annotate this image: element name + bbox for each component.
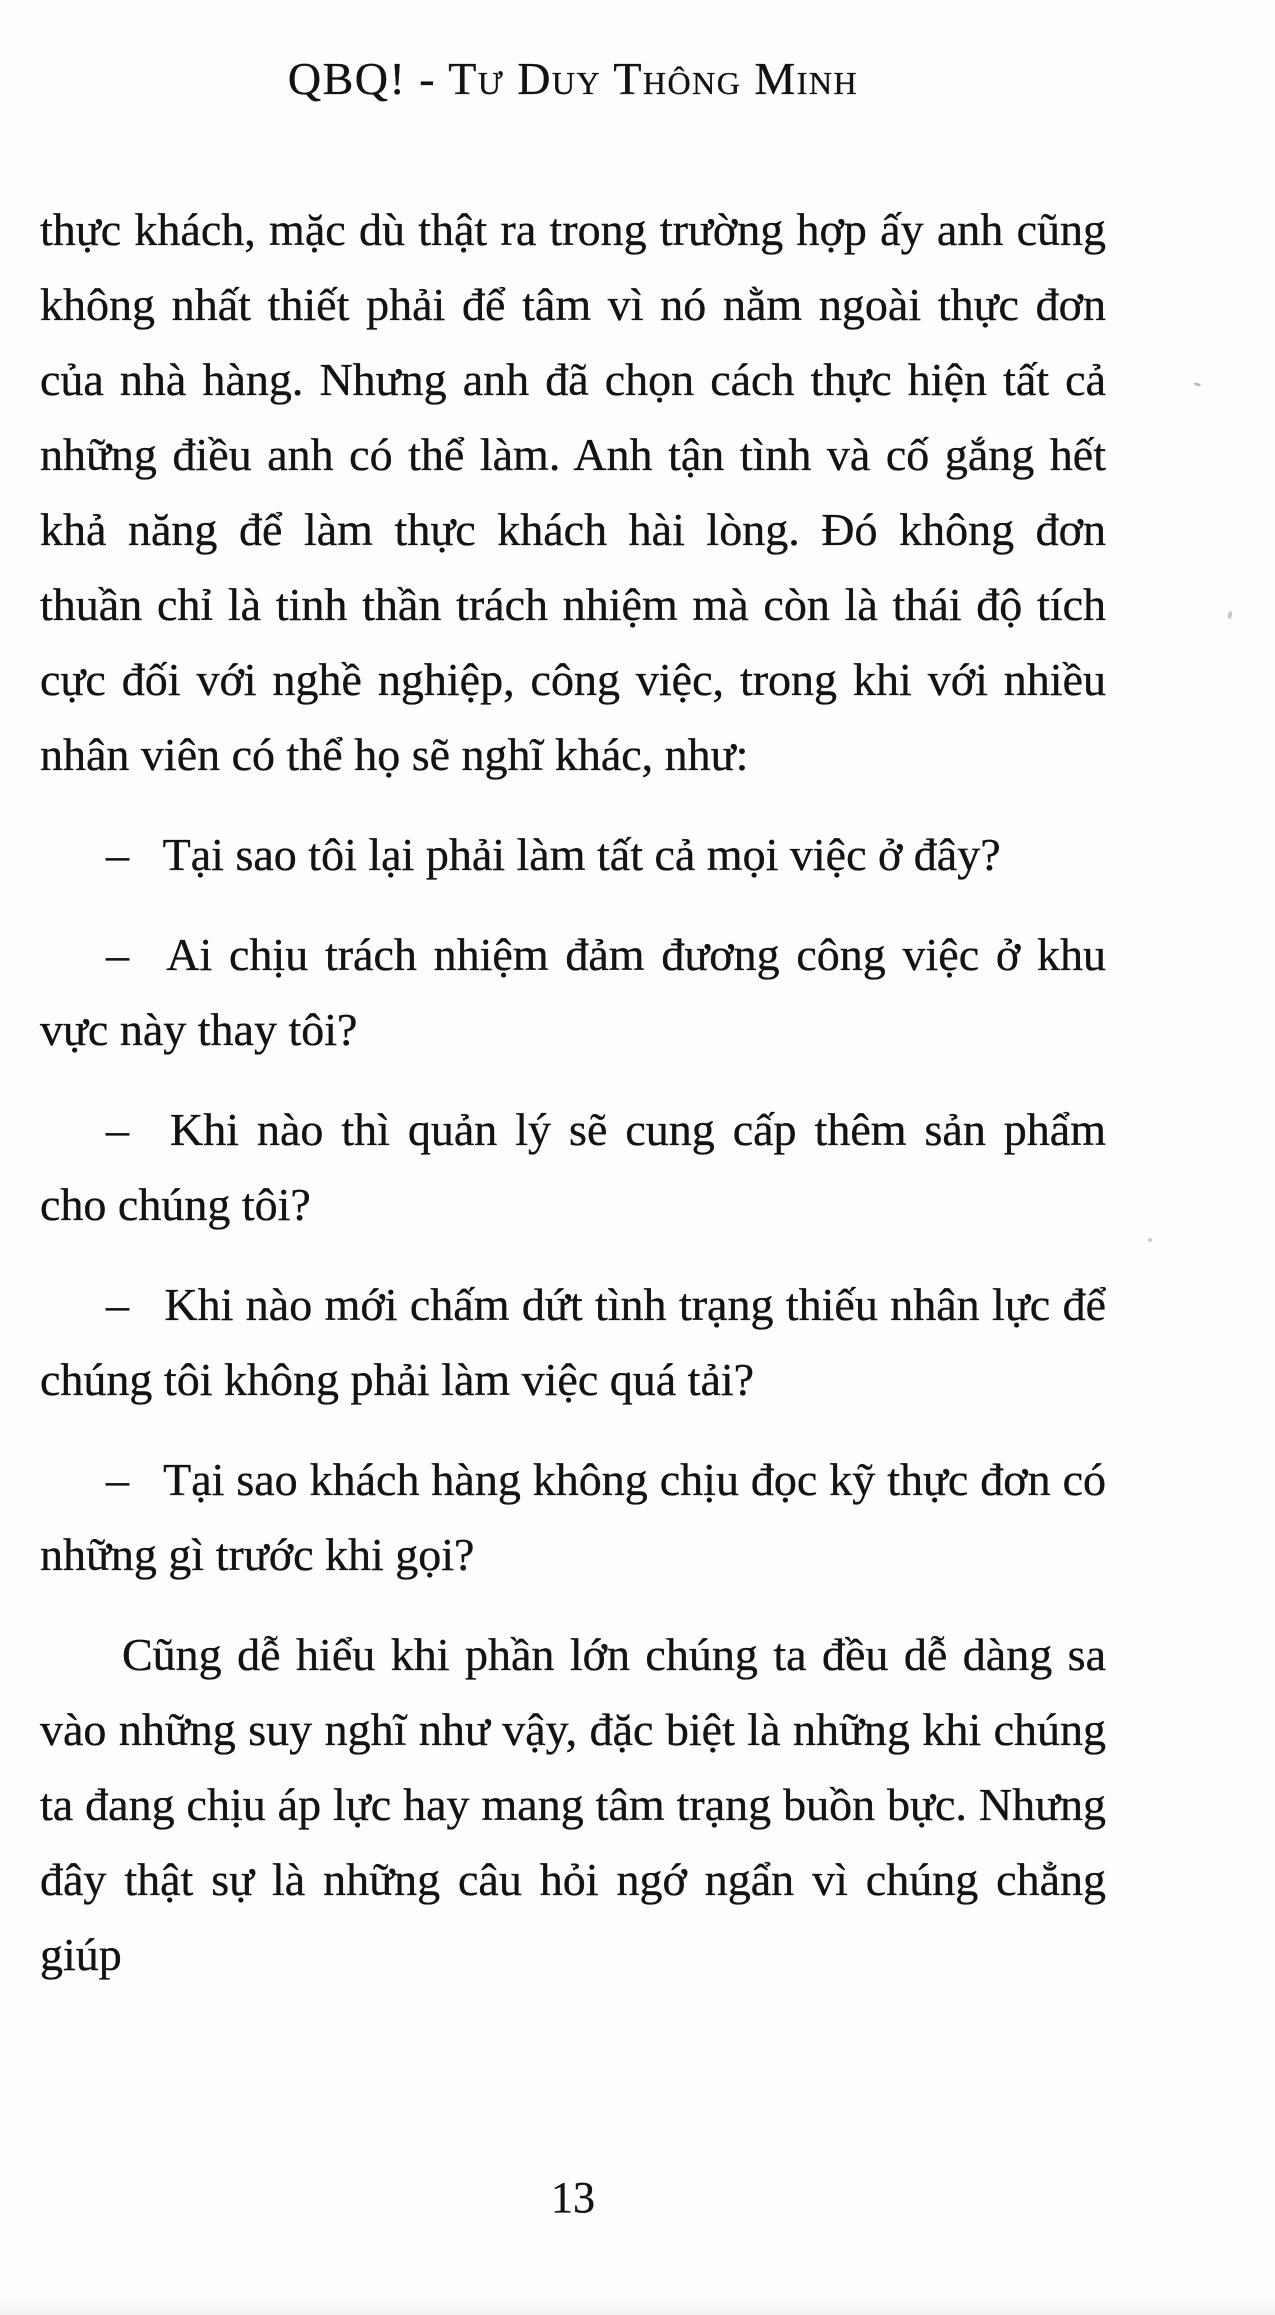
page-edge-shadow bbox=[0, 2297, 1275, 2315]
content-column bbox=[40, 0, 1106, 2315]
scan-speck bbox=[1148, 1238, 1152, 1242]
scan-speck bbox=[1227, 611, 1233, 620]
question-bullet-3: – Khi nào thì quản lý sẽ cung cấp thêm sản phẩm cho chúng tôi? bbox=[40, 1104, 1106, 1230]
scan-speck bbox=[1194, 382, 1202, 387]
question-bullet-5: – Tại sao khách hàng không chịu đọc kỹ thực đơn có những gì trước khi gọi? bbox=[40, 1454, 1106, 1580]
question-bullet-1: – Tại sao tôi lại phải làm tất cả mọi việc ở đây? bbox=[106, 829, 1001, 880]
page-number: 13 bbox=[551, 2173, 595, 2222]
paragraph-closing: Cũng dễ hiểu khi phần lớn chúng ta đều dễ dàng sa vào những suy nghĩ như vậy, đặc biệt là những khi chúng ta đang chịu áp lực hay mang tâm trạng buồn bực. Nhưng đây thật sự là những câu hỏi ngớ ngẩn vì chúng chẳng giúp bbox=[40, 1629, 1106, 1980]
page-footer bbox=[40, 2172, 1106, 2223]
question-bullet-2: – Ai chịu trách nhiệm đảm đương công việc ở khu vực này thay tôi? bbox=[40, 929, 1106, 1055]
page-body bbox=[40, 192, 1106, 1992]
question-bullet-4: – Khi nào mới chấm dứt tình trạng thiếu nhân lực để chúng tôi không phải làm việc quá tải? bbox=[40, 1279, 1106, 1405]
paragraph-continuation: thực khách, mặc dù thật ra trong trường hợp ấy anh cũng không nhất thiết phải để tâm vì nó nằm ngoài thực đơn của nhà hàng. Nhưng anh đã chọn cách thực hiện tất cả những điều anh có thể làm. Anh tận tình và cố gắng hết khả năng để làm thực khách hài lòng. Đó không đơn thuần chỉ là tinh thần trách nhiệm mà còn là thái độ tích cực đối với nghề nghiệp, công việc, trong khi với nhiều nhân viên có thể họ sẽ nghĩ khác, như: bbox=[40, 204, 1106, 780]
running-header: QBQ! - Tư Duy Thông Minh bbox=[287, 53, 859, 104]
